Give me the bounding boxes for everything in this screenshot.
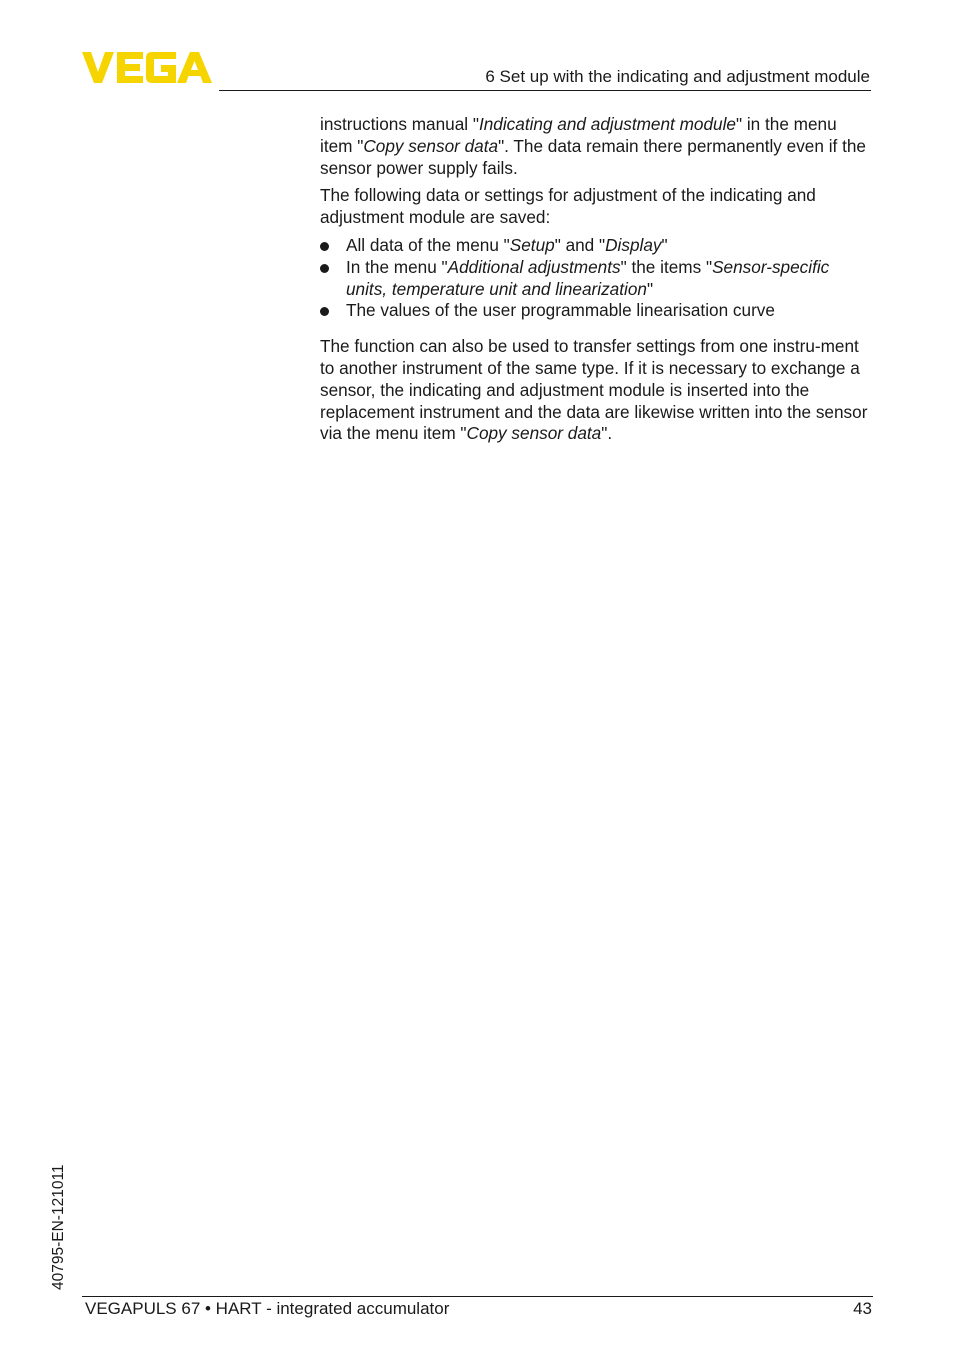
- text-run: ": [661, 234, 668, 255]
- header-divider: [219, 90, 871, 91]
- menu-reference: Additional adjustments: [447, 256, 621, 277]
- text-run: instructions manual ": [320, 114, 479, 134]
- vega-logo-icon: [82, 52, 212, 84]
- body-text: [320, 114, 872, 451]
- menu-reference: Setup: [509, 234, 555, 255]
- menu-reference: Copy sensor data: [466, 423, 602, 444]
- text-run: " and ": [554, 234, 606, 255]
- text-run: The values of the user programmable linearisation curve: [346, 300, 775, 321]
- paragraph-2: The following data or settings for adjustment of the indicating and adjustment module are saved:: [320, 185, 816, 228]
- list-item: [320, 257, 872, 301]
- menu-reference: Copy sensor data: [363, 135, 499, 156]
- saved-data-list: [320, 235, 872, 322]
- menu-reference: Display: [605, 234, 662, 255]
- text-run: The function can also be used to transfer settings from one instru-ment to another instrument of the same type. If it is necessary to exchange a sensor, the indicating and adjustment module is inserted into the replacement instrument and the data are likewise written into the sensor via the menu item ": [320, 336, 868, 444]
- text-run: ": [646, 278, 654, 299]
- text-run: ". The data remain there permanently even if the sensor power supply fails.: [320, 135, 866, 178]
- text-run: " in the menu item ": [320, 114, 837, 156]
- list-item: [320, 300, 872, 322]
- running-header: 6 Set up with the indicating and adjustment module: [485, 67, 870, 86]
- footer-product: VEGAPULS 67 • HART - integrated accumulator: [85, 1299, 450, 1318]
- list-item: [320, 235, 872, 257]
- text-run: In the menu ": [346, 256, 448, 277]
- text-run: ".: [601, 423, 613, 444]
- bullet-icon: [320, 242, 329, 251]
- page-number: 43: [853, 1299, 872, 1318]
- text-run: " the items ": [620, 256, 713, 277]
- menu-reference: Indicating and adjustment module: [478, 114, 736, 134]
- text-run: All data of the menu ": [346, 234, 510, 255]
- footer-divider: [82, 1296, 873, 1297]
- bullet-icon: [320, 307, 329, 316]
- menu-reference: Sensor-specific units, temperature unit and linearization: [346, 256, 830, 299]
- paragraph-3: [320, 336, 872, 445]
- bullet-icon: [320, 264, 329, 273]
- vega-logo: [82, 52, 212, 84]
- paragraph-1: [320, 114, 872, 179]
- document-code: 40795-EN-121011: [50, 1164, 67, 1290]
